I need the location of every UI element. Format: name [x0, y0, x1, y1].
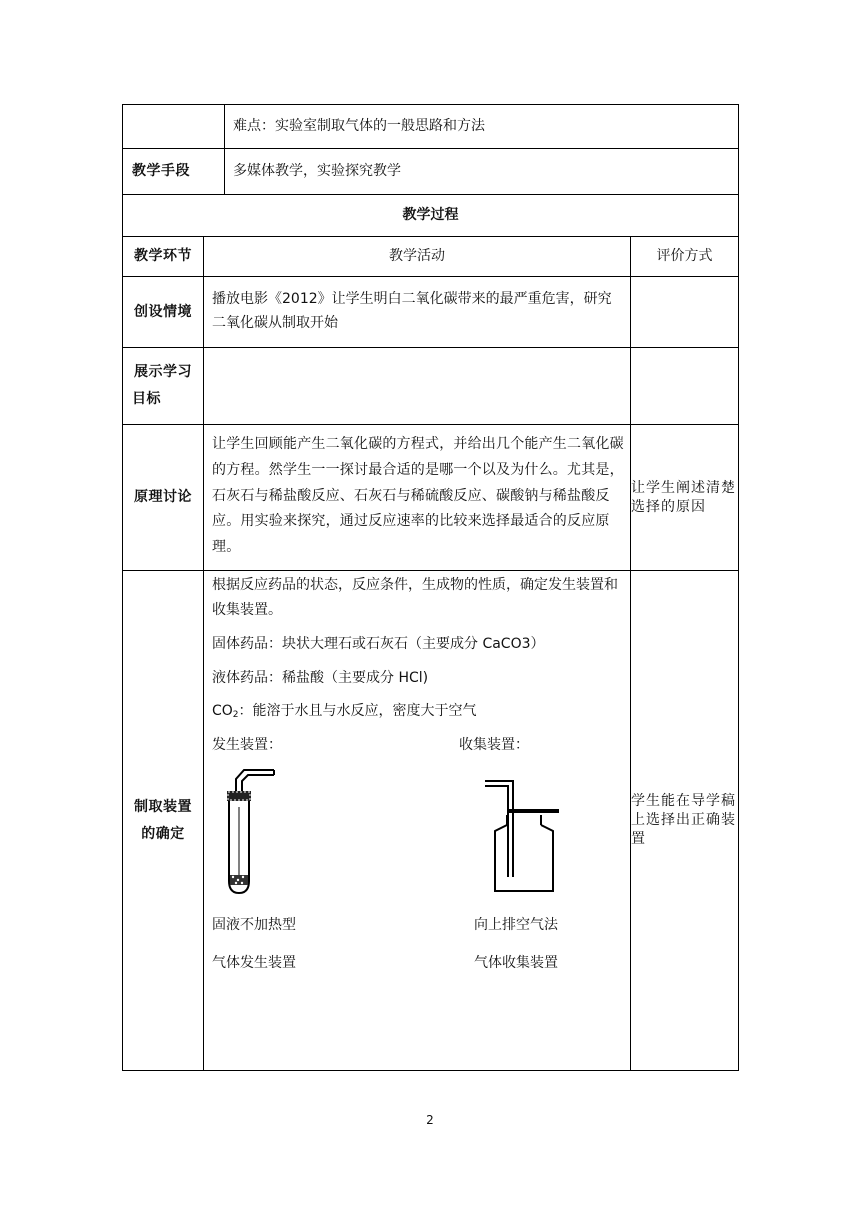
co2-subscript: 2	[232, 710, 239, 721]
principle-eval: 让学生阐述清楚选择的原因	[631, 425, 739, 571]
objectives-label	[123, 348, 204, 425]
lesson-plan-table	[122, 104, 739, 1071]
apparatus-figures	[212, 735, 612, 986]
scenario-text: 播放电影《2012》让学生明白二氧化碳带来的最严重危害，研究二氧化碳从制取开始	[204, 277, 631, 348]
scenario-row	[123, 277, 739, 348]
difficulty-label-cell	[123, 105, 225, 149]
collector-figure	[459, 769, 609, 903]
generator-column	[212, 735, 459, 986]
objectives-label-line1: 展示学习	[134, 364, 192, 381]
solid-reagent: 固体药品：块状大理石或石灰石（主要成分 CaCO3）	[212, 636, 545, 652]
test-tube-generator-icon	[216, 769, 280, 899]
collector-title: 收集装置：	[459, 737, 529, 754]
means-text: 多媒体教学，实验探究教学	[225, 149, 739, 195]
collector-type: 向上排空气法	[474, 917, 558, 933]
apparatus-label-line1: 制取装置	[134, 798, 192, 815]
co2-properties	[212, 701, 624, 723]
header-stage: 教学环节	[123, 237, 204, 277]
apparatus-eval: 学生能在导学稿上选择出正确装置	[631, 571, 739, 1071]
difficulty-text: 难点：实验室制取气体的一般思路和方法	[225, 105, 739, 149]
generator-name: 气体发生装置	[212, 954, 296, 971]
header-row	[123, 237, 739, 277]
principle-row	[123, 425, 739, 571]
process-title-row	[123, 195, 739, 237]
process-title: 教学过程	[123, 195, 739, 237]
collector-name: 气体收集装置	[474, 954, 558, 971]
principle-label: 原理讨论	[123, 425, 204, 571]
apparatus-label	[123, 571, 204, 1071]
apparatus-content	[204, 571, 631, 1071]
header-evaluation: 评价方式	[631, 237, 739, 277]
objectives-text	[204, 348, 631, 425]
generator-figure	[212, 769, 459, 903]
apparatus-intro: 根据反应药品的状态，反应条件，生成物的性质，确定发生装置和收集装置。	[212, 577, 618, 618]
objectives-label-line2: 目标	[132, 391, 161, 407]
co2-formula: CO	[212, 703, 233, 720]
co2-description: ：能溶于水且与水反应，密度大于空气	[238, 703, 477, 720]
difficulty-row	[123, 105, 739, 149]
collector-column	[459, 735, 609, 986]
generator-title: 发生装置：	[212, 737, 282, 754]
page-number: 2	[426, 1113, 434, 1127]
liquid-reagent: 液体药品：稀盐酸（主要成分 HCl)	[212, 669, 429, 686]
gas-bottle-collector-icon	[483, 779, 563, 895]
principle-text: 让学生回顾能产生二氧化碳的方程式，并给出几个能产生二氧化碳的方程。然学生一一探讨最合适的是哪一个以及为什么。尤其是，石灰石与稀盐酸反应、石灰石与稀硫酸反应、碳酸钠与稀盐酸反应。用实验来探究，通过反应速率的比较来选择最适合的反应原理。	[204, 425, 631, 571]
generator-type: 固液不加热型	[212, 917, 296, 933]
means-label: 教学手段	[123, 149, 225, 195]
apparatus-row	[123, 571, 739, 1071]
scenario-eval	[631, 277, 739, 348]
apparatus-label-line2: 的确定	[141, 825, 185, 842]
objectives-eval	[631, 348, 739, 425]
means-row	[123, 149, 739, 195]
objectives-row	[123, 348, 739, 425]
header-activity: 教学活动	[204, 237, 631, 277]
scenario-label: 创设情境	[123, 277, 204, 348]
